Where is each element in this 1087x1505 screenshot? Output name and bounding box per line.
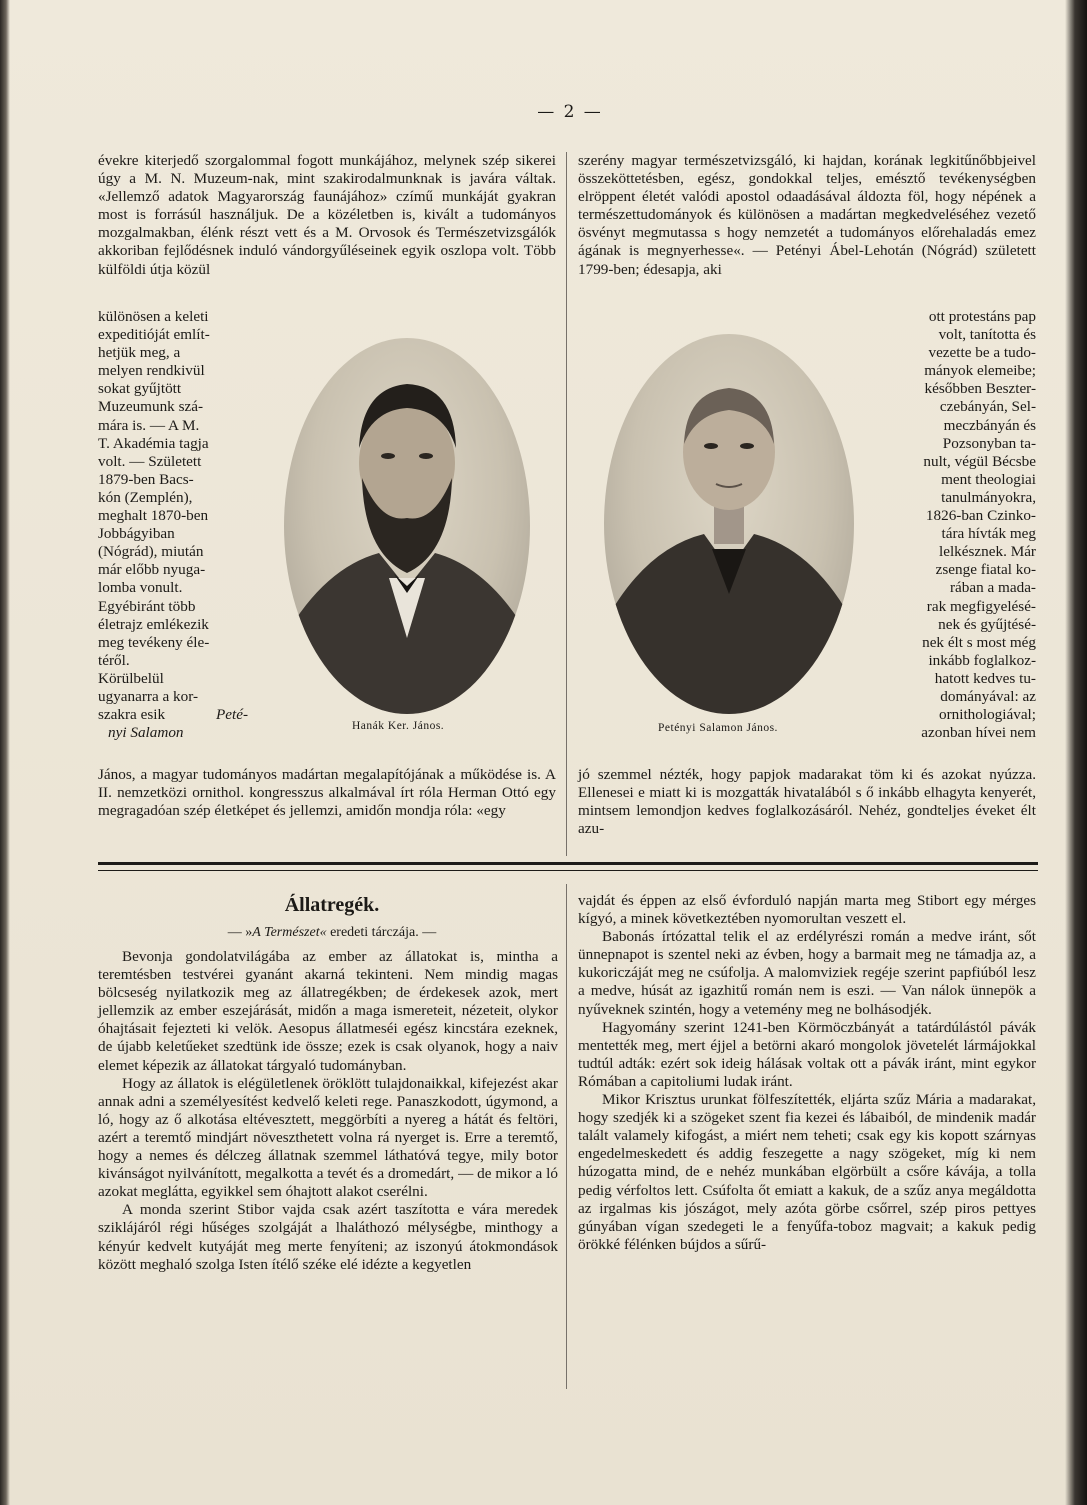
right-column-bottom-text: jó szemmel nézték, hogy papjok madarakat töm ki és azokat nyúzza. Ellenesei e miatt ki is mozgatták hivatalából s ő inkább elhagyta kenyerét, mintsem lemondjon kedves foglalkozásáról. Nehéz, gondteljes éveket élt azu-: [578, 766, 1036, 838]
page-edge-right: [1065, 0, 1087, 1505]
text-line: volt, tanította és: [938, 326, 1036, 344]
text-line: rában a mada-: [949, 579, 1036, 597]
left-narrow-lines: [98, 308, 268, 724]
portrait-petenyi: [604, 334, 854, 714]
left-column-bottom-text: János, a magyar tudományos madártan megalapítójának a működése is. A II. nemzetközi ornithol. kongresszus alkalmával írt róla Herman Ottó egy megragadóan szép életképet és jellemzi, amidőn mondja róla: «egy: [98, 766, 556, 820]
text-line: melyen rendkivül: [98, 362, 205, 380]
right-narrow-column: [868, 308, 1036, 742]
left-narrow-italic-2: nyi Salamon: [108, 724, 184, 742]
page-number: — 2 —: [537, 102, 603, 122]
text-line: különösen a keleti: [98, 308, 209, 325]
text-line: lomba vonult.: [98, 579, 183, 597]
text-line: volt. — Született: [98, 452, 202, 470]
text-line: tanulmányokra,: [941, 488, 1036, 506]
text-line: szakra esik: [98, 706, 166, 724]
article-left-column: [98, 948, 558, 1274]
text-line: életrajz emlékezik: [98, 615, 209, 633]
text-line: ment theologiai: [941, 470, 1036, 488]
section-divider: [98, 862, 1038, 871]
left-narrow-italic-1: Peté-: [216, 706, 249, 724]
text-line: későbben Beszter-: [924, 380, 1036, 398]
portrait-petenyi-drawing: [604, 334, 854, 714]
text-line: T. Akadémia tagja: [98, 434, 209, 452]
text-line: meg tevékeny éle-: [98, 633, 210, 651]
text-line: Jobbágyiban: [98, 525, 175, 543]
article-right-column: [578, 892, 1036, 1254]
column-divider-top: [566, 152, 567, 856]
text-line: hetjük meg, a: [98, 344, 181, 362]
text-line: azonban hívei nem: [921, 724, 1036, 742]
text-line: sokat gyűjtött: [98, 380, 182, 398]
text-line: vezette be a tudo-: [928, 344, 1036, 362]
column-divider-bottom: [566, 884, 567, 1389]
text-line: nek és gyűjtésé-: [938, 615, 1036, 633]
article-paragraph: A monda szerint Stibor vajda csak azért taszította e vára meredek sziklájáról régi hűséges szolgáját a lhaláthozó mélységbe, minthogy a kényúr kedvelt kutyáját meg merte fenyíteni; az iszonyú átokmondások között meghaló szolga Isten ítélő széke elé idézte a kegyetlen: [98, 1201, 558, 1273]
text-line: mára is. — A M.: [98, 416, 200, 434]
text-line: Pozsonyban ta-: [942, 434, 1036, 452]
text-line: mányok elemeibe;: [924, 362, 1036, 380]
text-line: hatott kedves tu-: [934, 669, 1036, 687]
text-line: tára hívták meg: [941, 525, 1036, 543]
right-narrow-lines: [868, 308, 1036, 742]
article-paragraph: Babonás írtózattal telik el az erdélyrészi román a medve iránt, sőt ünnepnapot is szentel neki az évben, hogy a barmait meg ne támadja az, a kukoriczáját meg ne csúfolja. A malomviziek regéje szerint papfiúból lesz a medve, húsát az igazhitű román nem is eszi. — Van nálok ünnepök a nyűveknek szintén, hogy a vetemény meg ne bolhásodjék.: [578, 928, 1036, 1018]
article-title: Állatregék.: [284, 894, 380, 916]
portrait-hanak: [284, 338, 530, 714]
text-line: nult, végül Bécsbe: [923, 452, 1036, 470]
article-paragraph: Mikor Krisztus urunkat fölfeszítették, eljárta szűz Mária a madarakat, hogy szedjék ki a szögeket szent fia kezei és lábaiból, de mindenik madár talált valamely kifogást, a miért nem teheti; csak egy kis kopott szárnyas engedelmeskedett és addig feszegette a nagy szögeket, míg ki nem húzogatta mind, de e nehéz munkában elgörbült a csőre kávája, a tolla pedig vérfoltos lett. Csúfolta őt emiatt a kakuk, de a szűz anya megáldotta az irgalmas kis jószágot, mely azóta görbe csőrrel, szép piros pettyes gúnyában vígan szedegeti le a fenyűfa-toboz magvait; a kakuk pedig örökké félénken bújdos a sűrű-: [578, 1091, 1036, 1253]
text-line: téről.: [98, 651, 130, 669]
caption-petenyi: Petényi Salamon János.: [658, 722, 778, 734]
text-line: rak megfigyelésé-: [926, 597, 1036, 615]
text-line: 1826-ban Czinko-: [925, 507, 1036, 525]
text-line: nek élt s most még: [922, 633, 1036, 651]
text-line: 1879-ben Bacs-: [98, 470, 194, 488]
text-line: Muzeumunk szá-: [98, 398, 204, 416]
text-line: inkább foglalkoz-: [928, 651, 1036, 669]
left-column-top-text: évekre kiterjedő szorgalommal fogott munkájához, melynek szép sikerei úgy a M. N. Muzeum-nak, mint szakirodalmunknak is javára váltak. «Jellemző adatok Magyarország faunájához» czímű munkáját gyakran most is forrásúl használjuk. De a közéletben is, kivált a tudományos mozgalmakban, élénk részt vett és a M. Orvosok és Természetvizsgálók akkoriban fejlődésnek induló vándorgyűléseinek egyik oszlopa volt. Több külföldi útja közül: [98, 152, 556, 278]
text-line: kón (Zemplén),: [98, 488, 193, 506]
text-line: ugyanarra a kor-: [98, 687, 199, 705]
right-column-top-text: szerény magyar természetvizsgáló, ki hajdan, korának legkitűnőbbjeivel összeköttetésben, egész, gondokkal teljes, emésztő tevékenységben elröppent életét valódi apostol odaadásával áldozta föl, hogy népének a természettudományok és különösen a madártan megkedveléséhez vezető ösvényt megmutassa s hogy nemzetét a tudományos előrehaladás emez ágának is megnyerhesse«. — Petényi Ábel-Lehotán (Nógrád) született 1799-ben; édesapja, aki: [578, 152, 1036, 278]
article-paragraph: Hogy az állatok is elégületlenek öröklött tulajdonaikkal, kifejezést akar annak adni a személyesítést kedvelő keleti rege. Panaszkodott, úgymond, a ló, hogy az ő alkotása eltévesztett, meggörbíti a nyereg a hátát és feltöri, azért a teremtő mindjárt növeszthetett volna rá nyerget is. Erre a teremtő, hogy a nemes és délczeg állatnak szemmel láthatóvá tegye, mily botor kivánságot nyilvánított, megalkotta a tevét és a dromedárt, — de mikor a ló azokat meglátta, egyikkel sem óhajtott alakot cserélni.: [98, 1074, 558, 1201]
text-line: meczbányán és: [943, 416, 1036, 434]
text-line: expeditióját említ-: [98, 326, 210, 344]
caption-hanak: Hanák Ker. János.: [352, 720, 445, 732]
text-line: lelkésznek. Már: [939, 543, 1036, 561]
page-edge-left: [0, 0, 10, 1505]
text-line: dományával: az: [940, 687, 1036, 705]
text-line: Egyébiránt több: [98, 597, 196, 615]
portrait-hanak-drawing: [284, 338, 530, 714]
text-line: Körülbelül: [98, 669, 164, 687]
text-line: (Nógrád), miután: [98, 543, 204, 561]
text-line: már előbb nyuga-: [98, 561, 206, 579]
text-line: ornithologiával;: [938, 706, 1036, 724]
article-paragraph: vajdát és éppen az első évforduló napján marta meg Stibort egy mérges kígyó, a minek következtében nyomorultan veszett el.: [578, 892, 1036, 928]
text-line: ott protestáns pap: [928, 308, 1036, 325]
text-line: meghalt 1870-ben: [98, 507, 209, 525]
text-line: czebányán, Sel-: [939, 398, 1036, 416]
text-line: zsenge fiatal ko-: [935, 561, 1036, 579]
article-paragraph: Bevonja gondolatvilágába az ember az állatokat is, mintha a teremtésben testvérei gyanánt akarná tekinteni. Nem mindig magas bölcseség nyilatkozik meg az állatregékben; de érdekesek azok, mert jellemzik az ember eszejárását, midőn a maga ismereteit, nézeteit, olykor óhajtásait fejezteti ki velök. Aesopus állatmeséi egész kincstára ezeknek, de újabb keletűeket szedtünk ide össze; ezek is csak olyanok, hogy a naiv elemet képezik az állatokat tárgyaló tudományban.: [98, 948, 558, 1074]
article-subtitle: — »A Természet« eredeti tárczája. —: [227, 925, 437, 940]
article-paragraph: Hagyomány szerint 1241-ben Körmöczbányát a tatárdúlástól pávák mentették meg, mert éjjel a betörni akaró mongolok jövetelét lármájokkal tudtúl adták: ezért sok ideig hálásak voltak ott a pávák iránt, mint egykor Rómában a capitoliumi ludak iránt.: [578, 1018, 1036, 1090]
left-narrow-column: [98, 308, 268, 742]
